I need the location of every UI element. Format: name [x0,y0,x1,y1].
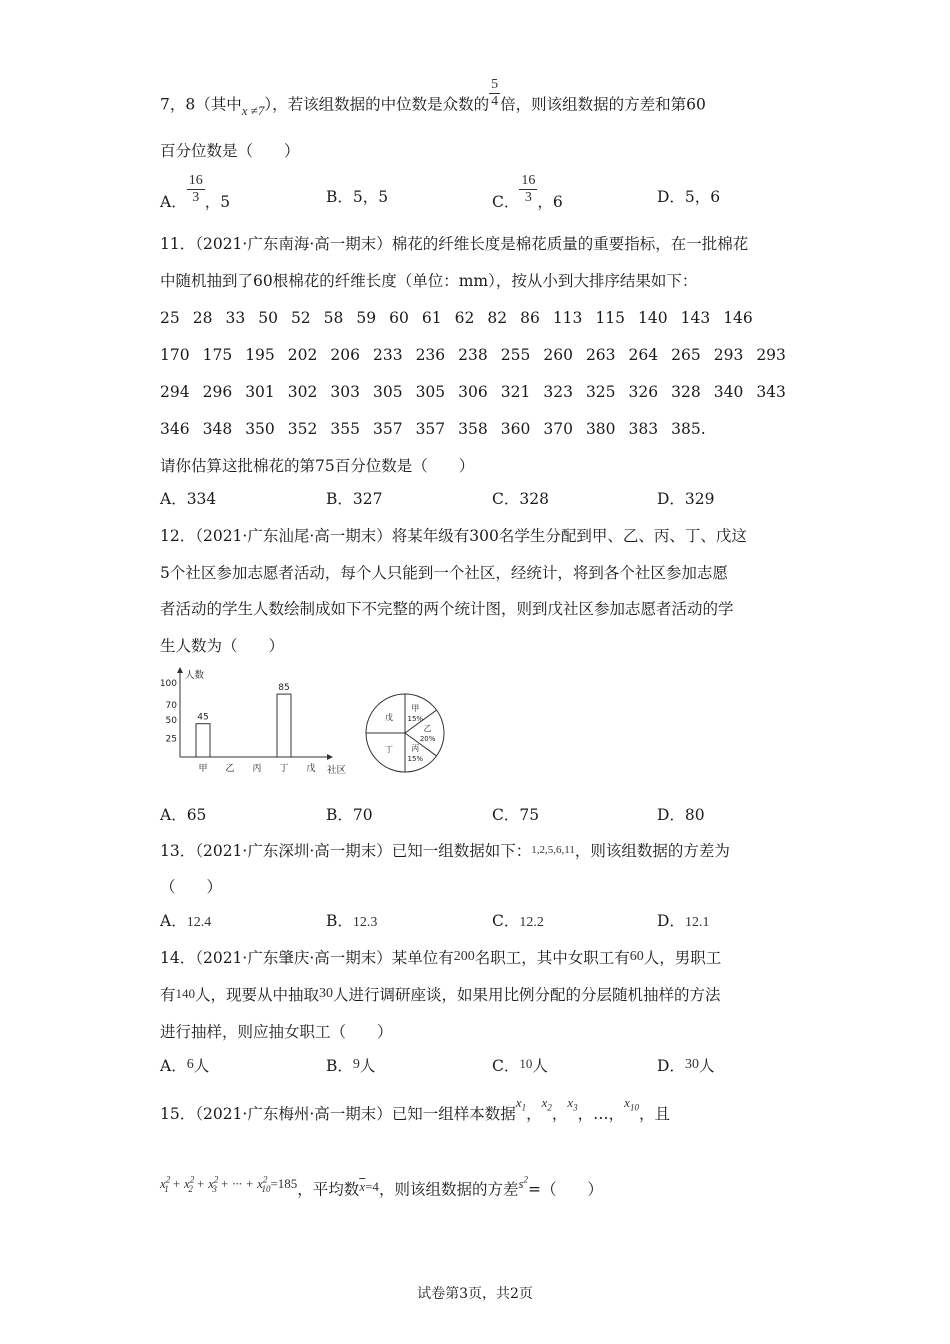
data-value: 302 [287,383,318,401]
q15-line1: 15．（2021·广东梅州·高一期末）已知一组样本数据$^{x_1}$，$^{x_2}$，$^{x_3}$，…，$^{x_{10}}$，且 [160,1095,670,1123]
q12-line3: 者活动的学生人数绘制成如下不完整的两个统计图，则到戊社区参加志愿者活动的学 [160,600,734,618]
q11-line1: 11．（2021·广东南海·高一期末）棉花的纤维长度是棉花质量的重要指标，在一批棉花 [160,235,749,253]
x-tick-label: 丁 [279,764,289,774]
data-value: 146 [723,309,753,327]
bar-甲 [196,724,210,757]
data-value: 326 [628,383,659,401]
q10-line1: 7，8（其中$_{x \ne 7}$），若该组数据的中位数是众数的 $\frac{5}{4}$ 倍，则该组数据的方差和第60 [160,77,706,118]
q10-option-d[interactable]: D．5，6 [657,188,721,206]
x-tick-label: 戊 [306,764,316,774]
data-value: 265 [671,346,701,364]
data-value: 61 [421,309,442,327]
data-value: 50 [258,309,278,327]
data-value: 236 [415,346,446,364]
data-value: 323 [543,383,573,401]
data-value: 28 [192,309,213,327]
q13-option-a[interactable]: A．12.4 [160,912,212,930]
data-value: 343 [756,383,786,401]
bar-chart [155,665,355,780]
data-value: 325 [585,383,616,401]
q13-option-c[interactable]: C．12.2 [492,912,544,930]
data-value: 380 [585,420,616,438]
data-label-甲: 45 [197,712,209,723]
data-value: 360 [500,420,531,438]
data-value: 62 [454,309,475,327]
data-value: 195 [245,346,275,364]
data-value: 346 [160,420,190,438]
data-value: 385. [671,420,706,438]
data-value: 321 [500,383,531,401]
q10-option-a[interactable]: A． $\frac{16}{3}$ ，5 [160,173,231,211]
q13-data: 1,2,5,6,11 [531,844,575,856]
q12-line1: 12．（2021·广东汕尾·高一期末）将某年级有300名学生分配到甲、乙、丙、丁、戊这 [160,527,747,545]
q11-data-row-3 [160,381,799,403]
data-value: 238 [458,346,488,364]
data-value: 113 [552,309,583,327]
q11-question: 请你估算这批棉花的第75百分位数是（ ） [160,457,475,475]
pie-slice-percent-乙: 20% [419,735,436,743]
data-value: 350 [245,420,275,438]
data-value: 115 [595,309,625,327]
y-tick-label: 25 [165,734,177,745]
q12-option-c[interactable]: C．75 [492,806,540,824]
data-value: 59 [356,309,377,327]
data-value: 82 [487,309,508,327]
pie-slice-percent-丙: 15% [407,755,424,764]
data-value: 352 [287,420,318,438]
q14-line2: 有140人，现要从中抽取30人进行调研座谈，如果用比例分配的分层随机抽样的方法 [160,986,721,1004]
q14-line1: 14．（2021·广东肇庆·高一期末）某单位有200名职工，其中女职工有60人，男职工 [160,949,722,967]
q11-option-c[interactable]: C．328 [492,490,549,508]
data-value: 264 [628,346,659,364]
pie-slice-name-甲: 甲 [411,703,420,713]
data-value: 357 [415,420,446,438]
q12-option-d[interactable]: D．80 [657,806,705,824]
data-value: 305 [372,383,403,401]
data-value: 370 [543,420,573,438]
data-value: 340 [713,383,744,401]
q10-option-c[interactable]: C． $\frac{16}{3}$ ，6 [492,173,563,211]
q11-data-row-4 [160,418,719,440]
q14-option-c[interactable]: C．10人 [492,1056,548,1075]
q13-line1: 13．（2021·广东深圳·高一期末）已知一组数据如下：1,2,5,6,11，则该组数据的方差为 [160,842,730,860]
data-value: 233 [372,346,403,364]
pie-slice-name-乙: 乙 [423,724,432,733]
q12-option-b[interactable]: B．70 [326,806,373,824]
q11-line2: 中随机抽到了60根棉花的纤维长度（单位：mm），按从小到大排序结果如下： [160,272,698,290]
data-value: 303 [330,383,360,401]
data-value: 348 [202,420,233,438]
data-value: 358 [458,420,488,438]
data-value: 355 [330,420,360,438]
data-value: 33 [225,309,246,327]
bar-丁 [277,694,291,757]
data-value: 293 [756,346,786,364]
q12-line2: 5个社区参加志愿者活动，每个人只能到一个社区，经统计，将到各个社区参加志愿 [160,564,728,582]
data-value: 25 [160,309,180,327]
data-value: 175 [202,346,233,364]
q14-line3: 进行抽样，则应抽女职工（ ） [160,1023,393,1041]
data-value: 263 [585,346,616,364]
data-label-丁: 85 [278,683,290,694]
data-value: 306 [458,383,488,401]
data-value: 255 [500,346,531,364]
data-value: 140 [638,309,668,327]
pie-slice-percent-甲: 15% [407,714,424,723]
q13-option-d[interactable]: D．12.1 [657,912,710,930]
q10-option-b[interactable]: B．5，5 [326,188,389,206]
data-value: 202 [287,346,318,364]
pie-slice-name-丙: 丙 [411,744,420,754]
page-footer: 试卷第3页，共2页 [417,1286,533,1302]
data-value: 60 [389,309,409,327]
data-value: 170 [160,346,190,364]
pie-slice-name-丁: 丁 [385,744,394,754]
data-value: 260 [543,346,573,364]
q11-option-b[interactable]: B．327 [326,490,383,508]
data-value: 301 [245,383,275,401]
q14-option-a[interactable]: A．6人 [160,1057,210,1075]
x-tick-label: 甲 [198,764,208,774]
q12-option-a[interactable]: A．65 [160,806,207,824]
data-value: 328 [671,383,701,401]
data-value: 206 [330,346,360,364]
q13-option-b[interactable]: B．12.3 [326,912,378,930]
q10-condition: x ≠7 [241,102,265,118]
data-value: 58 [323,309,344,327]
y-tick-label: 50 [165,716,177,726]
data-value: 143 [680,309,711,327]
data-value: 383 [628,420,659,438]
data-value: 305 [415,383,446,401]
q14-option-d[interactable]: D．30人 [657,1057,715,1075]
y-tick-label: 70 [165,701,177,712]
data-value: 294 [160,383,190,401]
data-value: 357 [372,420,403,438]
q13-line2: （ ） [160,878,223,896]
q14-option-b[interactable]: B．9人 [326,1057,376,1075]
q10-fraction: $\frac{5}{4}$ [491,77,499,109]
data-value: 86 [520,309,540,327]
q11-option-a[interactable]: A．334 [160,490,217,508]
pie-slice-name-戊: 戊 [385,713,394,723]
pie-chart [365,692,455,782]
q11-data-row-1 [160,307,766,329]
data-value: 52 [290,309,311,327]
q15-line2: $^{x^2_1 + x^2_2 + x^2_3 + \cdot\cdot\cdot + x^2_{10}=185}$，平均数$\overline{x}=4$，则该组数据的方差$^{s^2}$=（ ） [160,1175,604,1199]
data-value: 296 [202,383,233,401]
q10-line2: 百分位数是（ ） [160,142,300,160]
q12-line4: 生人数为（ ） [160,637,285,655]
data-value: 293 [713,346,744,364]
q11-data-row-2 [160,344,799,366]
x-tick-label: 乙 [225,764,235,774]
x-axis-label: 社区 [327,765,347,776]
y-tick-label: 100 [159,679,177,689]
q15-sum-formula: x21 + x22 + x23 + ··· + x210 [160,1175,271,1194]
q11-option-d[interactable]: D．329 [657,490,715,508]
x-tick-label: 丙 [252,764,262,774]
y-axis-label: 人数 [185,670,205,681]
